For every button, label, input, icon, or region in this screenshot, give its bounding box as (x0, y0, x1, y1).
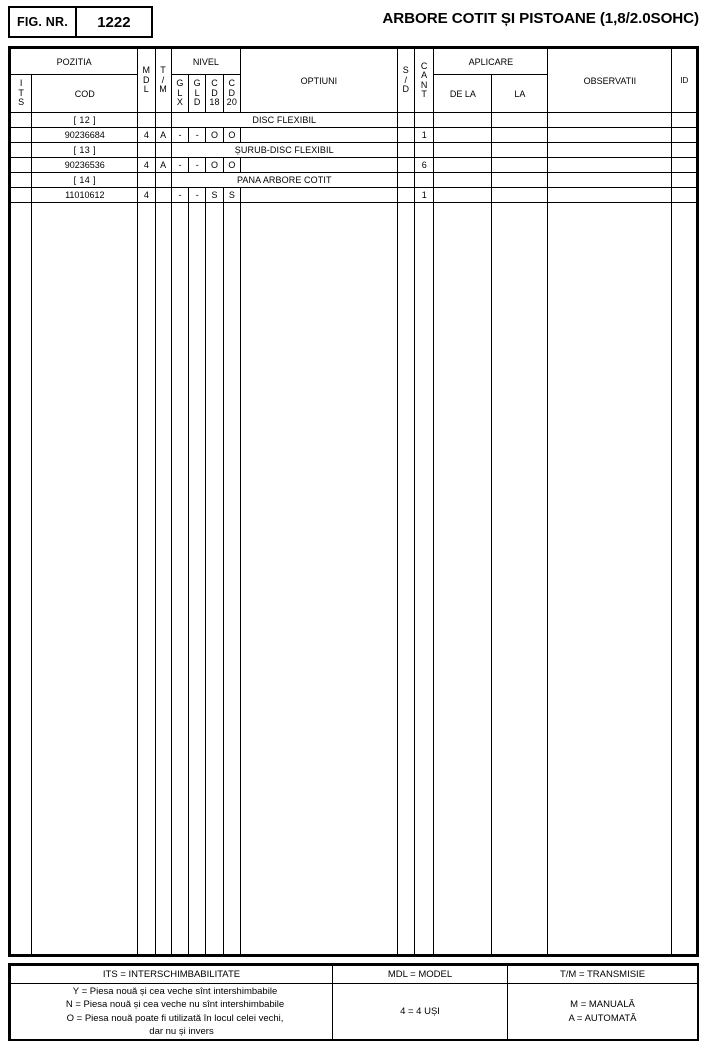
cell-gld: - (189, 158, 206, 173)
header-col-cant: C A N T (415, 49, 434, 113)
cell-id (672, 173, 697, 188)
cell-tm (155, 188, 171, 203)
cell-glx: - (171, 188, 188, 203)
cell-tm: A (155, 128, 171, 143)
cell-its (11, 143, 32, 158)
cell-sd (397, 173, 414, 188)
cell-position: [ 13 ] (32, 143, 138, 158)
cell-code: 90236536 (32, 158, 138, 173)
cell-its (11, 173, 32, 188)
cell-mdl (138, 173, 155, 188)
cell-cd20: O (223, 158, 240, 173)
cell-mdl: 4 (138, 128, 155, 143)
cell-id (672, 158, 697, 173)
table-row (11, 188, 697, 203)
cell-mdl (138, 203, 155, 955)
cell-cd18: S (206, 188, 223, 203)
parts-table-container (8, 46, 699, 957)
table-body (11, 113, 697, 955)
cell-cant: 1 (415, 188, 434, 203)
cell-cant: 6 (415, 158, 434, 173)
cell-cd18: O (206, 158, 223, 173)
cell-position: [ 14 ] (32, 173, 138, 188)
cell-observatii (548, 158, 672, 173)
cell-glx (171, 203, 188, 955)
cell-dela (434, 158, 492, 173)
cell-sd (397, 128, 414, 143)
cell-glx: - (171, 128, 188, 143)
cell-cd18: O (206, 128, 223, 143)
cell-cant (415, 143, 434, 158)
cell-id (672, 113, 697, 128)
legend-title-mdl: MDL = MODEL (333, 966, 508, 984)
cell-dela (434, 173, 492, 188)
cell-its (11, 158, 32, 173)
legend-its-line-1: Y = Piesa nouă și cea veche sînt intershimbabile (72, 986, 278, 997)
cell-observatii (548, 113, 672, 128)
page-header (8, 6, 699, 40)
legend-tm-line-2: A = AUTOMATĂ (568, 1012, 637, 1024)
cell-la (492, 113, 548, 128)
header-group-pozitia: POZITIA (11, 49, 138, 75)
cell-description: PANA ARBORE COTIT (171, 173, 397, 188)
legend-title-its: ITS = INTERSCHIMBABILITATE (11, 966, 333, 984)
cell-sd (397, 188, 414, 203)
table-row (11, 143, 697, 158)
cell-dela (434, 203, 492, 955)
table-row (11, 158, 697, 173)
cell-gld (189, 203, 206, 955)
header-col-its: I T S (11, 75, 32, 113)
cell-tm (155, 113, 171, 128)
legend-mdl-content: 4 = 4 UȘI (333, 984, 508, 1041)
cell-cant: 1 (415, 128, 434, 143)
header-col-cd20: C D 20 (223, 75, 240, 113)
cell-optiuni (241, 128, 398, 143)
cell-id (672, 203, 697, 955)
cell-optiuni (241, 158, 398, 173)
cell-its (11, 188, 32, 203)
cell-cd20: O (223, 128, 240, 143)
table-row (11, 128, 697, 143)
cell-gld: - (189, 188, 206, 203)
cell-its (11, 203, 32, 955)
cell-mdl: 4 (138, 158, 155, 173)
cell-mdl: 4 (138, 188, 155, 203)
legend-its-content (11, 984, 333, 1041)
cell-sd (397, 143, 414, 158)
parts-table (10, 48, 697, 955)
header-col-la: LA (492, 75, 548, 113)
cell-observatii (548, 203, 672, 955)
cell-sd (397, 158, 414, 173)
legend-table (10, 965, 698, 1041)
legend-tm-content (508, 984, 698, 1041)
header-col-optiuni: OPTIUNI (241, 49, 398, 113)
cell-description: DISC FLEXIBIL (171, 113, 397, 128)
cell-id (672, 188, 697, 203)
header-col-glx: G L X (171, 75, 188, 113)
cell-cod (32, 203, 138, 955)
cell-tm (155, 173, 171, 188)
header-col-observatii: OBSERVATII (548, 49, 672, 113)
header-col-tm: T / M (155, 49, 171, 113)
cell-sd (397, 203, 414, 955)
header-col-id: ID (672, 49, 697, 113)
cell-optiuni (241, 203, 398, 955)
header-col-dela: DE LA (434, 75, 492, 113)
cell-tm: A (155, 158, 171, 173)
table-row (11, 113, 697, 128)
legend-title-tm: T/M = TRANSMISIE (508, 966, 698, 984)
cell-la (492, 203, 548, 955)
legend-its-line-4: dar nu și invers (149, 1026, 214, 1038)
cell-its (11, 113, 32, 128)
table-header (11, 49, 697, 113)
cell-glx: - (171, 158, 188, 173)
cell-dela (434, 188, 492, 203)
header-col-cod: COD (32, 75, 138, 113)
cell-dela (434, 113, 492, 128)
cell-dela (434, 143, 492, 158)
cell-description: ȘURUB-DISC FLEXIBIL (171, 143, 397, 158)
cell-id (672, 128, 697, 143)
cell-cd20: S (223, 188, 240, 203)
cell-la (492, 188, 548, 203)
cell-observatii (548, 173, 672, 188)
table-row (11, 173, 697, 188)
cell-observatii (548, 128, 672, 143)
cell-sd (397, 113, 414, 128)
legend-its-line-3: O = Piesa nouă poate fi utilizată în locul celei vechi, (66, 1012, 284, 1024)
cell-its (11, 128, 32, 143)
cell-la (492, 173, 548, 188)
cell-dela (434, 128, 492, 143)
legend-its-line-2: N = Piesa nouă și cea veche nu sînt intershimbabile (65, 999, 285, 1011)
cell-code: 90236684 (32, 128, 138, 143)
legend-tm-line-1: M = MANUALĂ (570, 998, 635, 1010)
cell-observatii (548, 143, 672, 158)
cell-la (492, 143, 548, 158)
cell-id (672, 143, 697, 158)
figure-number-box (8, 6, 153, 38)
cell-mdl (138, 143, 155, 158)
header-col-cd18: C D 18 (206, 75, 223, 113)
figure-label: FIG. NR. (17, 15, 68, 29)
header-col-gld: G L D (189, 75, 206, 113)
header-group-aplicare: APLICARE (434, 49, 548, 75)
cell-code: 11010612 (32, 188, 138, 203)
cell-cd18 (206, 203, 223, 955)
cell-observatii (548, 188, 672, 203)
cell-cant (415, 173, 434, 188)
figure-number: 1222 (97, 13, 131, 31)
cell-mdl (138, 113, 155, 128)
cell-cd20 (223, 203, 240, 955)
cell-cant (415, 113, 434, 128)
legend-container (8, 963, 699, 1041)
cell-position: [ 12 ] (32, 113, 138, 128)
header-col-sd: S / D (397, 49, 414, 113)
cell-gld: - (189, 128, 206, 143)
cell-tm (155, 203, 171, 955)
cell-tm (155, 143, 171, 158)
cell-cant (415, 203, 434, 955)
header-group-nivel: NIVEL (171, 49, 240, 75)
header-col-mdl: M D L (138, 49, 155, 113)
cell-la (492, 158, 548, 173)
page-title: ARBORE COTIT ȘI PISTOANE (1,8/2.0SOHC) (382, 10, 699, 27)
cell-optiuni (241, 188, 398, 203)
table-filler-row (11, 203, 697, 955)
cell-la (492, 128, 548, 143)
